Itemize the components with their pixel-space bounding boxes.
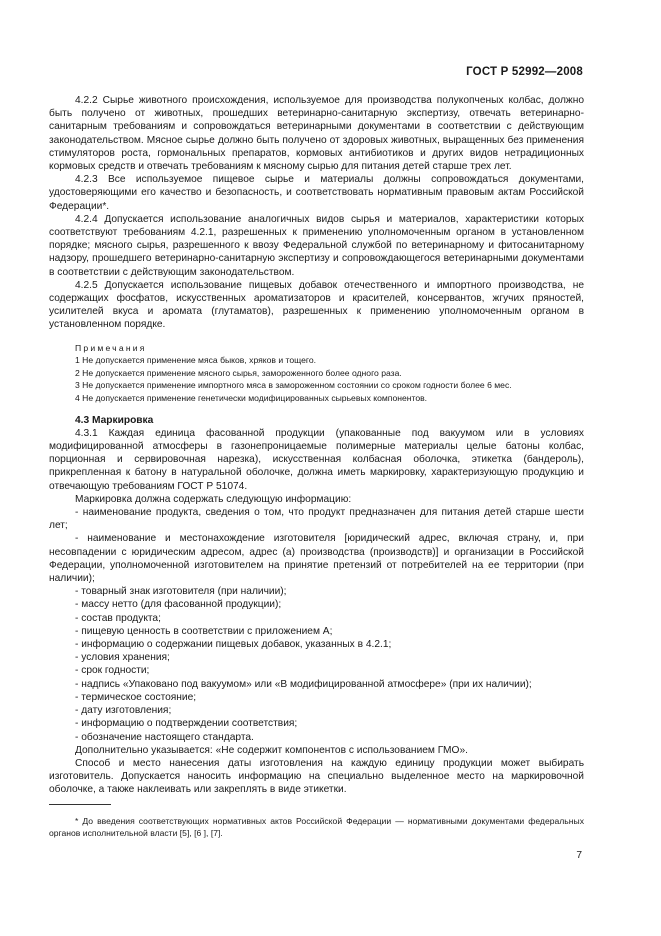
list-item: - информацию о содержании пищевых добавок, указанных в 4.2.1; bbox=[75, 639, 392, 651]
list-item: - массу нетто (для фасованной продукции); bbox=[75, 599, 282, 611]
list-item: - термическое состояние; bbox=[75, 691, 197, 703]
footnote-divider bbox=[49, 804, 111, 805]
list-item: - наименование продукта, сведения о том, что продукт предназначен для питания детей старше шести лет; bbox=[49, 507, 584, 532]
paragraph-4-2-5: 4.2.5 Допускается использование пищевых добавок отечественного и импортного производства, не содержащих фосфатов, искусственных ароматизаторов и красителей, консервантов, жгучих пряностей, усилителей вкуса и аромата (глутаматов), разрешенных к применению уполномоченным органом в установленном порядке. bbox=[49, 279, 584, 331]
document-header: ГОСТ Р 52992—2008 bbox=[466, 66, 583, 78]
notes-title: Примечания bbox=[75, 342, 147, 353]
paragraph-4-2-3: 4.2.3 Все используемое пищевое сырье и материалы должны сопровождаться документами, удостоверяющими его качество и безопасность, и соответствовать нормативным правовым актам Российской Федерации*. bbox=[49, 174, 584, 212]
document-body bbox=[49, 94, 584, 839]
note-item: 4 Не допускается применение генетически модифицированных сырьевых компонентов. bbox=[75, 393, 428, 404]
section-title-marking: 4.3 Маркировка bbox=[75, 414, 154, 426]
list-item: - наименование и местонахождение изготовителя [юридический адрес, включая страну, и, при несовпадении с юридическим адресом, адрес (а) производства (производств)] и организации в Российской Федерации, уполномоченной изготовителем на принятие претензий от потребителей на ее территории (при наличии); bbox=[49, 533, 584, 585]
list-item: - состав продукта; bbox=[75, 612, 161, 624]
list-item: - товарный знак изготовителя (при наличии); bbox=[75, 586, 287, 598]
paragraph-4-2-2: 4.2.2 Сырье животного происхождения, используемое для производства полукопченых колбас, должно быть получено от животных, прошедших ветеринарно-санитарную экспертизу, отвечать ветеринарно-санитарным требованиям и сопровождаться ветеринарными документами в соответствии с действующим законодательством. Мясное сырье должно быть получено от здоровых животных, выращенных без применения стимуляторов роста, гормональных препаратов, кормовых антибиотиков и других видов нетрадиционных кормовых средств и отвечать требованиям к мясному сырью для питания детей старше трех лет. bbox=[49, 95, 584, 173]
paragraph-date-method: Способ и место нанесения даты изготовления на каждую единицу продукции может выбирать изготовитель. Допускается наносить информацию на специально выделенное место на маркировочной оболочке, а также наклеивать или закреплять в виде этикетки. bbox=[49, 757, 584, 796]
note-item: 3 Не допускается применение импортного мяса в замороженном состоянии со сроком годности более 6 мес. bbox=[75, 380, 512, 391]
paragraph-4-2-4: 4.2.4 Допускается использование аналогичных видов сырья и материалов, характеристики которых соответствуют требованиям 4.2.1, разрешенных к применению уполномоченным органом в установленном порядке; мясного сырья, разрешенного к ввозу Федеральной службой по ветеринарному и фитосанитарному надзору, прошедшего ветеринарно-санитарную экспертизу и сопровождающегося ветеринарными документами в соответствии с действующим законодательством. bbox=[49, 213, 584, 278]
paragraph-gmo: Дополнительно указывается: «Не содержит компонентов с использованием ГМО». bbox=[75, 744, 468, 756]
page-number: 7 bbox=[576, 850, 582, 861]
notes-block bbox=[49, 342, 584, 405]
list-item: - дату изготовления; bbox=[75, 705, 172, 717]
list-item: - срок годности; bbox=[75, 665, 150, 677]
list-item: - информацию о подтверждении соответствия; bbox=[75, 718, 298, 730]
list-item: - пищевую ценность в соответствии с приложением А; bbox=[75, 625, 333, 637]
note-item: 2 Не допускается применение мясного сырья, замороженного более одного раза. bbox=[75, 367, 402, 378]
note-item: 1 Не допускается применение мяса быков, хряков и тощего. bbox=[75, 355, 317, 366]
paragraph-marking-intro: Маркировка должна содержать следующую информацию: bbox=[75, 493, 352, 505]
footnote: * До введения соответствующих нормативных актов Российской Федерации — нормативными документами федеральных органов исполнительной власти [5], [6 ], [7]. bbox=[49, 815, 584, 838]
list-item: - надпись «Упаковано под вакуумом» или «В модифицированной атмосфере» (при их наличии); bbox=[75, 678, 532, 690]
paragraph-4-3-1: 4.3.1 Каждая единица фасованной продукции (упакованные под вакуумом или в условиях модифицированной атмосферы в газонепроницаемые полимерные материалы целые батоны колбас, порционная и сервировочная нарезка), искусственная колбасная оболочка, этикетка (бандероль), прикрепленная к батону в натуральной оболочке, должна иметь маркировку, характеризующую продукцию и отвечающую требованиям ГОСТ Р 51074. bbox=[49, 427, 584, 492]
list-item: - условия хранения; bbox=[75, 652, 170, 664]
list-item: - обозначение настоящего стандарта. bbox=[75, 731, 254, 743]
